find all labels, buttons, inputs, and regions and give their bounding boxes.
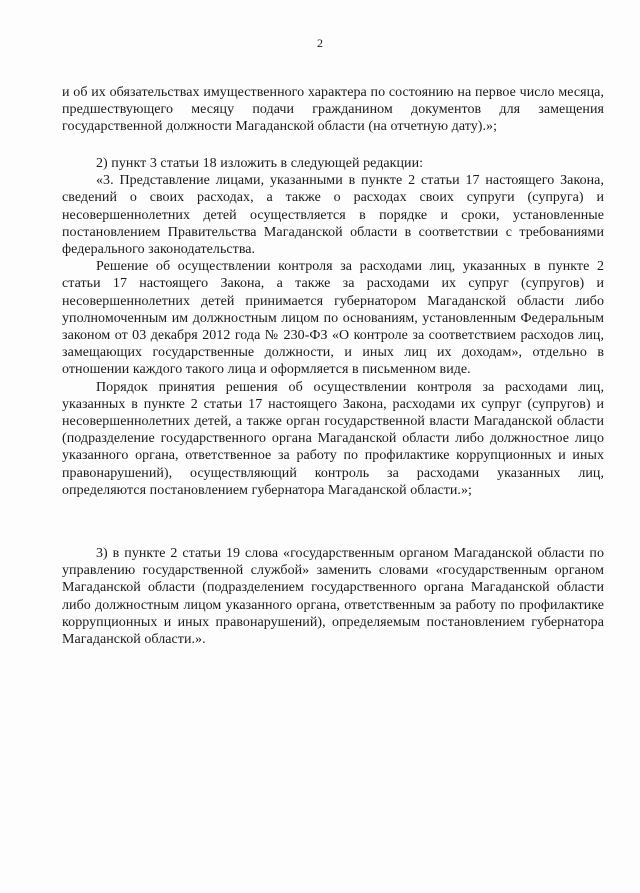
paragraph-continuation: и об их обязательствах имущественного характера по состоянию на первое число месяца, предшествующего месяцу подачи гражданином документов для замещения государственной должности Магаданской области (на отчетную дату).»; [62,85,604,135]
paragraph-control-decision: Решение об осуществлении контроля за расходами лиц, указанных в пункте 2 статьи 17 настоящего Закона, а также за расходами их супруг (супругов) и несовершеннолетних детей принимается губернатором Магаданской области либо уполномоченным им должностным лицом по основаниям, установленным Федеральным законом от 03 декабря 2012 года № 230-ФЗ «О контроле за соответствием расходов лиц, замещающих государственные должности, и иных лиц их доходам», отдельно в отношении каждого такого лица и оформляется в письменном виде. [62,259,604,378]
paragraph-clause-3: «3. Представление лицами, указанными в пункте 2 статьи 17 настоящего Закона, сведений о своих расходах, а также о расходах своих супруги (супруга) и несовершеннолетних детей осуществляется в порядке и сроки, установленные постановлением Правительства Магаданской области в соответствии с требованиями федерального законодательства. [62,173,604,258]
text-block-continuation [62,84,604,136]
page-number: 2 [317,36,323,50]
paragraph-item-3: 3) в пункте 2 статьи 19 слова «государственным органом Магаданской области по управлению государственной службой» заменить словами «государственным органом Магаданской области (подразделением государственного органа Магаданской области либо должностным лицом указанного органа, ответственным за работу по профилактике коррупционных и иных правонарушений), определяемым постановлением губернатора Магаданской области.». [62,546,604,648]
text-block-item-3 [62,545,604,648]
paragraph-item-2-heading: 2) пункт 3 статьи 18 изложить в следующей редакции: [96,156,424,171]
text-block-item-2 [62,155,604,499]
paragraph-control-procedure: Порядок принятия решения об осуществлении контроля за расходами лиц, указанных в пункте 2 статьи 17 настоящего Закона, расходами их супруг (супругов) и несовершеннолетних детей, а также орган государственной власти Магаданской области (подразделение государственного органа Магаданской области либо должностное лицо указанного органа, ответственное за работу по профилактике коррупционных и иных правонарушений), осуществляющий контроль за расходами указанных лиц, определяются постановлением губернатора Магаданской области.»; [62,379,604,498]
